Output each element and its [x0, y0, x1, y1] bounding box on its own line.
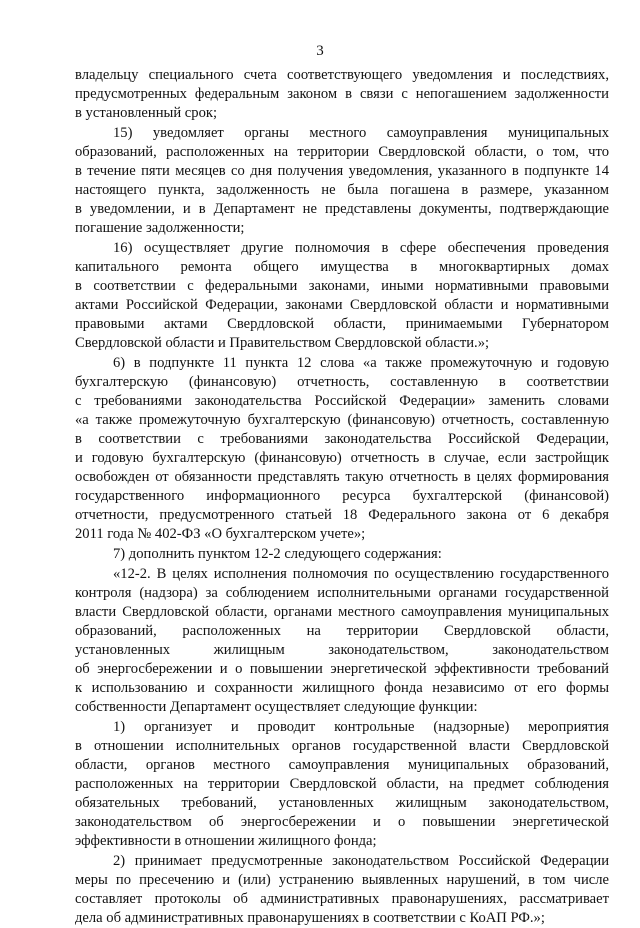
paragraph-start-line: 6) в подпункте 11 пункта 12 слова «а также промежуточную и годовую	[113, 355, 609, 371]
text-line: освобожден от обязанности представлять такую отчетность в целях формирования	[75, 469, 609, 485]
text-line: обязательных требований, установленных жилищным законодательством,	[75, 795, 609, 811]
text-line: власти Свердловской области, органами местного самоуправления муниципальных	[75, 604, 609, 620]
text-line: дела об административных правонарушениях в соответствии с КоАП РФ.»;	[75, 910, 545, 926]
text-line: в установленный срок;	[75, 105, 218, 121]
text-line: образований, расположенных на территории Свердловской области, о том, что	[75, 144, 609, 160]
text-line: в течение пяти месяцев со дня получения уведомления, указанного в подпункте 14	[75, 163, 609, 179]
text-line: в уведомлении, и в Департамент не представлены документы, подтверждающие	[75, 201, 609, 217]
paragraph-start-line: 15) уведомляет органы местного самоуправления муниципальных	[113, 125, 609, 141]
text-line: бухгалтерскую (финансовую) отчетность, составленную в соответствии	[75, 374, 609, 390]
text-line: в соответствии с федеральными законами, иными нормативными правовыми	[75, 278, 609, 294]
text-line: об энергосбережении и о повышении энергетической эффективности требований	[75, 661, 609, 677]
text-line: области, органов местного самоуправления муниципальных образований,	[75, 757, 609, 773]
text-line: контроля (надзора) за соблюдением исполнительными органами государственной	[75, 585, 609, 601]
text-line: к использованию и сохранности жилищного фонда независимо от его формы	[75, 680, 609, 696]
text-line: составляет протоколы об административных правонарушениях, рассматривает	[75, 891, 609, 907]
page-number: 3	[316, 43, 324, 59]
text-line: актами Российской Федерации, законами Свердловской области и нормативными	[75, 297, 609, 313]
paragraph-start-line: 2) принимает предусмотренные законодательством Российской Федерации	[113, 853, 609, 869]
text-line: образований, расположенных на территории Свердловской области,	[75, 623, 609, 639]
paragraph-start-line: 7) дополнить пунктом 12-2 следующего содержания:	[113, 546, 442, 562]
text-line: эффективности в отношении жилищного фонда;	[75, 833, 377, 849]
text-line: в отношении исполнительных органов государственной власти Свердловской	[75, 738, 609, 754]
text-line: и годовую бухгалтерскую (финансовую) отчетность в случае, если застройщик	[75, 450, 609, 466]
text-line: владельцу специального счета соответствующего уведомления и последствиях,	[75, 67, 609, 83]
text-line: отчетности, предусмотренного статьей 18 Федерального закона от 6 декабря	[75, 507, 609, 523]
text-line: погашение задолженности;	[75, 220, 245, 236]
text-line: настоящего пункта, задолженность не была погашена в размере, указанном	[75, 182, 609, 198]
text-line: правовыми актами Свердловской области, принимаемыми Губернатором	[75, 316, 609, 332]
text-line: собственности Департамент осуществляет следующие функции:	[75, 699, 478, 715]
text-line: 2011 года № 402-ФЗ «О бухгалтерском учете»;	[75, 526, 366, 542]
text-line: Свердловской области и Правительством Свердловской области.»;	[75, 335, 490, 351]
text-line: предусмотренных федеральным законом в связи с непогашением задолженности	[75, 86, 609, 102]
document-body	[75, 66, 609, 928]
text-line: с требованиями законодательства Российской Федерации» заменить словами	[75, 393, 609, 409]
text-line: законодательством об энергосбережении и о повышении энергетической	[75, 814, 609, 830]
text-line: меры по пресечению и (или) устранению выявленных нарушений, в том числе	[75, 872, 609, 888]
text-line: установленных жилищным законодательством, законодательством	[75, 642, 609, 658]
text-line: «а также промежуточную бухгалтерскую (финансовую) отчетность, составленную	[75, 412, 609, 428]
text-line: в соответствии с требованиями законодательства Российской Федерации,	[75, 431, 609, 447]
text-line: расположенных на территории Свердловской области, на предмет соблюдения	[75, 776, 609, 792]
paragraph-start-line: 1) организует и проводит контрольные (надзорные) мероприятия	[113, 719, 609, 735]
paragraph-start-line: 16) осуществляет другие полномочия в сфере обеспечения проведения	[113, 240, 609, 256]
paragraph-start-line: «12-2. В целях исполнения полномочия по осуществлению государственного	[113, 566, 609, 582]
text-line: капитального ремонта общего имущества в многоквартирных домах	[75, 259, 609, 275]
text-line: государственного информационного ресурса бухгалтерской (финансовой)	[75, 488, 609, 504]
